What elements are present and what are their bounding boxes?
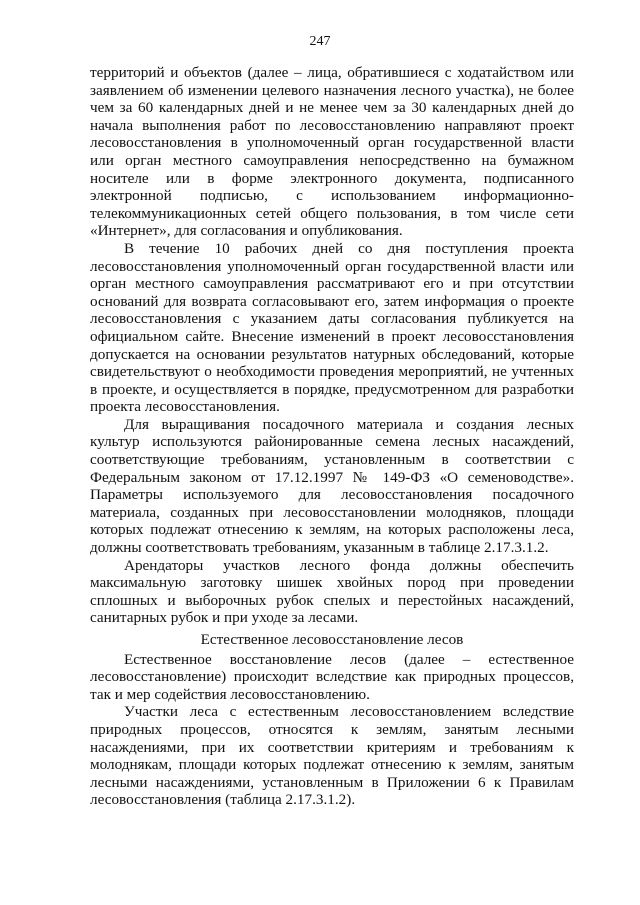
paragraph-seed-material: Для выращивания посадочного материала и создания лесных культур используются районированные семена лесных насаждений, соответствующие требованиям, установленным в соответствии с Федеральным законом от 17.12.1997 № 149-ФЗ «О семеноводстве». Параметры используемого для лесовосстановления посадочного материала, созданных при лесовосстановлении молодняков, площади которых подлежат отнесению к землям, на которых расположены леса, должны соответствовать требованиям, указанным в таблице 2.17.3.1.2. xyxy=(90,415,574,557)
section-heading: Естественное лесовосстановление лесов xyxy=(200,631,464,648)
paragraph-continuation: территорий и объектов (далее – лица, обратившиеся с ходатайством или заявлением об изменении целевого назначения лесного участка), не более чем за 60 календарных дней и не менее чем за 30 календарных дней до начала выполнения работ по лесовосстановлению направляют проект лесовосстановления в уполномоченный орган государственной власти или орган местного самоуправления непосредственно на бумажном носителе или в форме электронного документа, подписанного электронной подписью, с использованием информационно-телекоммуникационных сетей общего пользования, в том числе сети «Интернет», для согласования и опубликования. xyxy=(90,64,574,240)
body-text xyxy=(90,64,574,809)
paragraph-forest-plots: Участки леса с естественным лесовосстановлением вследствие природных процессов, относятся к землям, занятым лесными насаждениями, при их соответствии критериям и требованиям к молоднякам, площади которых подлежат отнесению к землям, занятым лесными насаждениями, установленным в Приложении 6 к Правилам лесовосстановления (таблица 2.17.3.1.2). xyxy=(90,703,574,809)
paragraph-cone-harvest: Арендаторы участков лесного фонда должны обеспечить максимальную заготовку шишек хвойных пород при проведении сплошных и выборочных рубок спелых и перестойных насаждений, санитарных рубок и при уходе за лесами. xyxy=(90,556,574,627)
paragraph-natural-regeneration: Естественное восстановление лесов (далее – естественное лесовосстановление) происходит вследствие как природных процессов, так и мер содействия лесовосстановлению. xyxy=(90,650,574,703)
paragraph-approval-term: В течение 10 рабочих дней со дня поступления проекта лесовосстановления уполномоченный орган государственной власти или орган местного самоуправления рассматривают его и при отсутствии оснований для возврата согласовывают его, затем информация о проекте лесовосстановления с указанием даты согласования публикуется на официальном сайте. Внесение изменений в проект лесовосстановления допускается на основании результатов натурных обследований, которые свидетельствуют о необходимости проведения мероприятий, не учтенных в проекте, и осуществляется в порядке, предусмотренном для разработки проекта лесовосстановления. xyxy=(90,239,574,416)
page-number: 247 xyxy=(309,34,331,49)
